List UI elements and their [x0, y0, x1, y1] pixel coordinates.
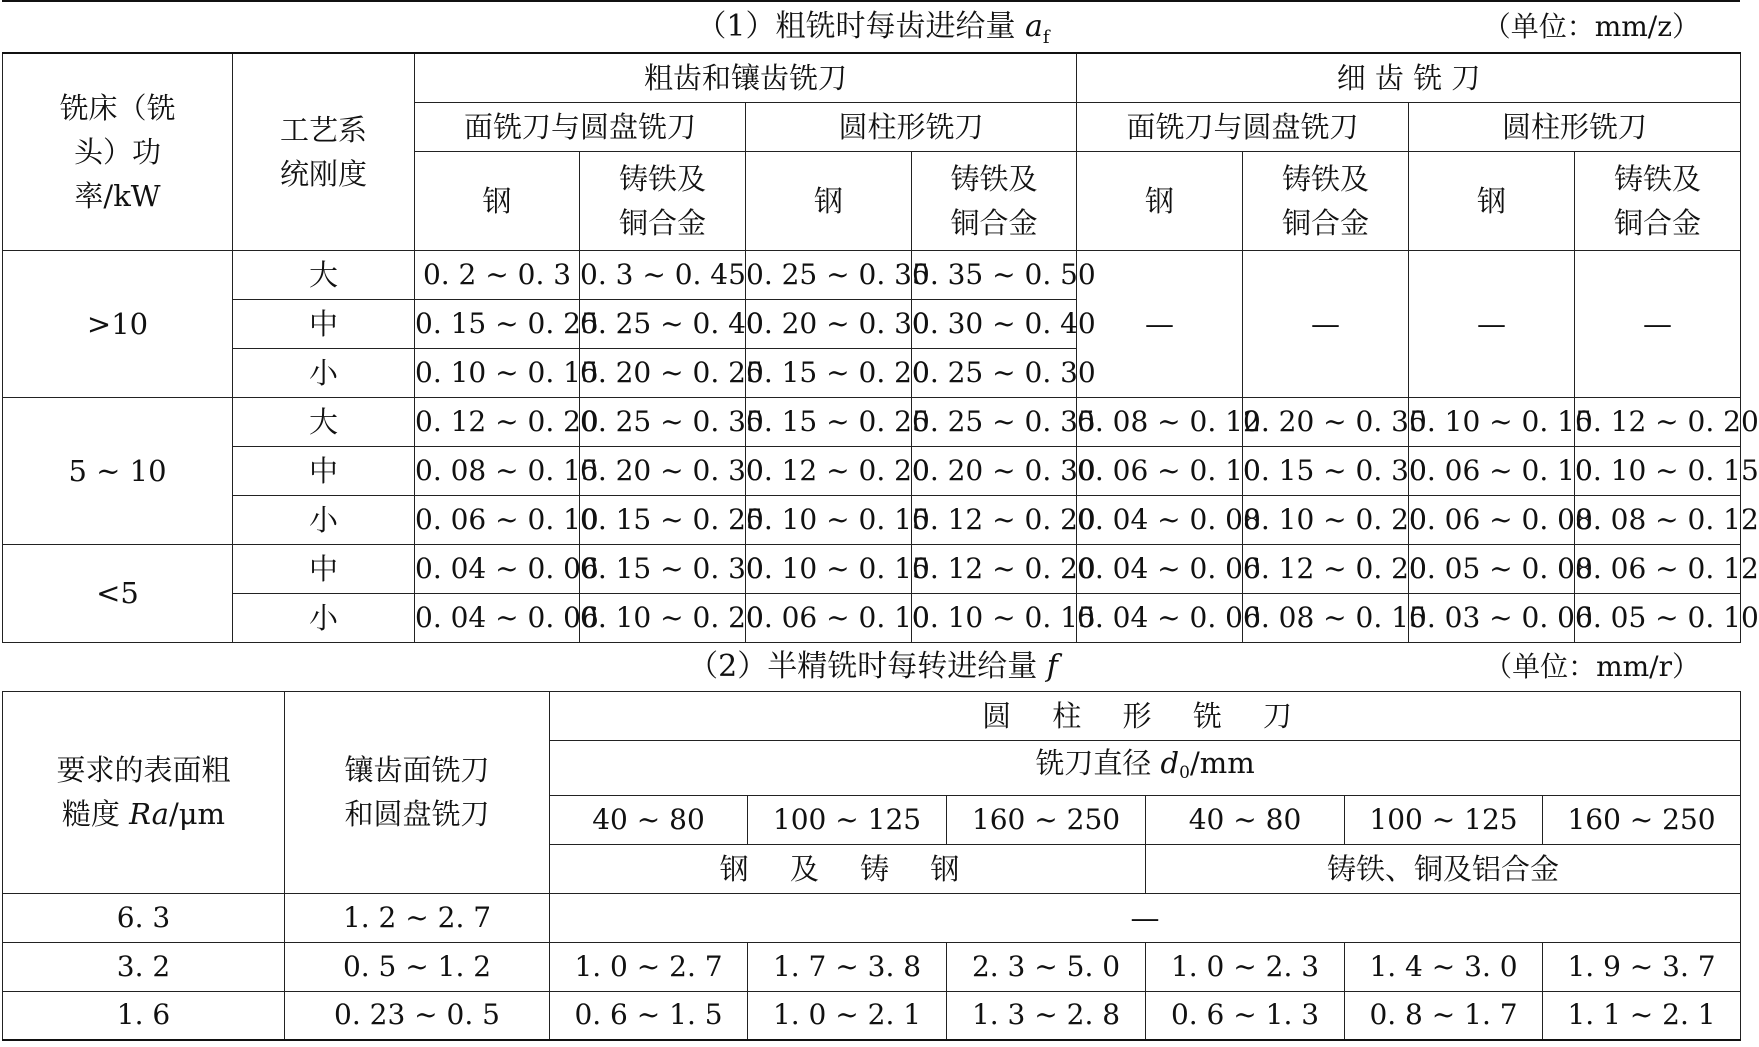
- section2-unit: （单位：mm/r）: [1484, 649, 1700, 683]
- value-cell: 0. 10 ~ 0. 15: [912, 593, 1077, 642]
- value-cell: 0. 15 ~ 0. 30: [1243, 446, 1409, 495]
- rigidity-cell: 小: [233, 495, 415, 544]
- value-cell: 2. 3 ~ 5. 0: [947, 942, 1146, 991]
- header-coarse-face: 面铣刀与圆盘铣刀: [415, 102, 746, 151]
- diameter-cell: 100 ~ 125: [1345, 795, 1543, 844]
- diameter-cell: 100 ~ 125: [748, 795, 947, 844]
- value-cell: 0. 25 ~ 0. 35: [746, 250, 912, 299]
- header-mat-steel: 钢: [746, 151, 912, 250]
- value-cell: 1. 3 ~ 2. 8: [947, 991, 1146, 1040]
- semi-finish-table: [2, 691, 1741, 1042]
- value-cell: 0. 04 ~ 0. 06: [1077, 593, 1243, 642]
- value-cell: 0. 25 ~ 0. 40: [580, 299, 746, 348]
- value-cell: 0. 35 ~ 0. 50: [912, 250, 1077, 299]
- table-row: [3, 446, 1741, 495]
- value-cell: 0. 20 ~ 0. 30: [580, 446, 746, 495]
- section2-caption-symbol: f: [1046, 648, 1058, 684]
- value-cell: 0. 8 ~ 1. 7: [1345, 991, 1543, 1040]
- dash-cell: —: [1409, 250, 1575, 397]
- table-row: [3, 991, 1741, 1040]
- value-cell: 1. 1 ~ 2. 1: [1543, 991, 1741, 1040]
- rigidity-cell: 大: [233, 250, 415, 299]
- header-diameter-symbol: d: [1160, 745, 1180, 780]
- dash-cell: —: [1243, 250, 1409, 397]
- value-cell: 0. 20 ~ 0. 30: [912, 446, 1077, 495]
- power-cell: <5: [3, 544, 233, 642]
- power-cell: >10: [3, 250, 233, 397]
- ra-cell: 1. 6: [3, 991, 285, 1040]
- header-mat-steel: 钢: [1077, 151, 1243, 250]
- value-cell: 0. 10 ~ 0. 15: [1409, 397, 1575, 446]
- value-cell: 0. 12 ~ 0. 20: [746, 446, 912, 495]
- header-coarse-cutter: 粗齿和镶齿铣刀: [415, 53, 1077, 102]
- header-mat-steel: 钢: [1409, 151, 1575, 250]
- value-cell: 0. 06 ~ 0. 08: [1409, 495, 1575, 544]
- value-cell: 0. 06 ~ 0. 10: [415, 495, 580, 544]
- value-cell: 0. 10 ~ 0. 15: [1575, 446, 1741, 495]
- value-cell: 0. 08 ~ 0. 15: [1243, 593, 1409, 642]
- dash-cell: —: [1077, 250, 1243, 397]
- insert-cell: 0. 23 ~ 0. 5: [285, 991, 550, 1040]
- value-cell: 0. 25 ~ 0. 35: [912, 397, 1077, 446]
- value-cell: 0. 05 ~ 0. 08: [1409, 544, 1575, 593]
- header-roughness-unit: /μm: [168, 797, 226, 831]
- value-cell: 0. 10 ~ 0. 15: [746, 544, 912, 593]
- value-cell: 0. 12 ~ 0. 20: [415, 397, 580, 446]
- table-row: [3, 544, 1741, 593]
- header-fine-cyl: 圆柱形铣刀: [1409, 102, 1741, 151]
- value-cell: 0. 12 ~ 0. 20: [1243, 544, 1409, 593]
- table-row: [3, 893, 1741, 942]
- value-cell: 0. 15 ~ 0. 20: [746, 348, 912, 397]
- value-cell: 0. 04 ~ 0. 06: [415, 544, 580, 593]
- header-mat-iron: 铸铁及铜合金: [1575, 151, 1741, 250]
- rigidity-cell: 中: [233, 446, 415, 495]
- table-row: [3, 593, 1741, 642]
- header-diameter-sub: 0: [1179, 762, 1190, 783]
- table-row: [3, 942, 1741, 991]
- power-cell: 5 ~ 10: [3, 397, 233, 544]
- value-cell: 0. 08 ~ 0. 15: [415, 446, 580, 495]
- value-cell: 0. 06 ~ 0. 10: [1409, 446, 1575, 495]
- value-cell: 0. 12 ~ 0. 20: [912, 495, 1077, 544]
- value-cell: 0. 10 ~ 0. 20: [580, 593, 746, 642]
- ra-cell: 3. 2: [3, 942, 285, 991]
- value-cell: 0. 25 ~ 0. 30: [912, 348, 1077, 397]
- rigidity-cell: 中: [233, 544, 415, 593]
- value-cell: 1. 7 ~ 3. 8: [748, 942, 947, 991]
- value-cell: 0. 20 ~ 0. 35: [1243, 397, 1409, 446]
- diameter-cell: 40 ~ 80: [1146, 795, 1345, 844]
- value-cell: 0. 06 ~ 0. 12: [1575, 544, 1741, 593]
- rigidity-cell: 小: [233, 348, 415, 397]
- diameter-cell: 40 ~ 80: [550, 795, 748, 844]
- value-cell: 0. 06 ~ 0. 10: [746, 593, 912, 642]
- value-cell: 0. 06 ~ 0. 10: [1077, 446, 1243, 495]
- section2-caption-prefix: （2）半精铣时每转进给量: [688, 648, 1047, 684]
- rigidity-cell: 中: [233, 299, 415, 348]
- value-cell: 0. 6 ~ 1. 5: [550, 991, 748, 1040]
- dash-cell: —: [1575, 250, 1741, 397]
- value-cell: 1. 0 ~ 2. 7: [550, 942, 748, 991]
- header-cyl-cutter: 圆 柱 形 铣 刀: [550, 691, 1741, 740]
- header-mat-iron: 铸铁及铜合金: [580, 151, 746, 250]
- value-cell: 0. 08 ~ 0. 12: [1077, 397, 1243, 446]
- value-cell: 1. 0 ~ 2. 1: [748, 991, 947, 1040]
- header-rigidity: 工艺系统刚度: [233, 53, 415, 250]
- section1-caption-prefix: （1）粗铣时每齿进给量: [696, 9, 1026, 44]
- header-insert-cutter: 镶齿面铣刀和圆盘铣刀: [285, 691, 550, 893]
- value-cell: 0. 20 ~ 0. 25: [580, 348, 746, 397]
- section1-unit: （单位：mm/z）: [1482, 10, 1700, 43]
- section1-caption-symbol: a: [1025, 9, 1043, 44]
- header-mat-iron: 铸铁及铜合金: [912, 151, 1077, 250]
- value-cell: 0. 15 ~ 0. 25: [415, 299, 580, 348]
- header-roughness: [3, 691, 285, 893]
- value-cell: 0. 2 ~ 0. 3: [415, 250, 580, 299]
- header-diameter: [550, 740, 1741, 795]
- value-cell: 0. 04 ~ 0. 06: [415, 593, 580, 642]
- value-cell: 0. 6 ~ 1. 3: [1146, 991, 1345, 1040]
- header-power: 铣床（铣头）功率/kW: [3, 53, 233, 250]
- rough-milling-table: [2, 52, 1759, 643]
- value-cell: 0. 03 ~ 0. 06: [1409, 593, 1575, 642]
- header-fine-face: 面铣刀与圆盘铣刀: [1077, 102, 1409, 151]
- header-mat-steel: 钢: [415, 151, 580, 250]
- table-row: [3, 397, 1741, 446]
- table-row: [3, 495, 1741, 544]
- table-row: [3, 250, 1741, 299]
- value-cell: 0. 10 ~ 0. 15: [415, 348, 580, 397]
- value-cell: 1. 9 ~ 3. 7: [1543, 942, 1741, 991]
- diameter-cell: 160 ~ 250: [1543, 795, 1741, 844]
- insert-cell: 0. 5 ~ 1. 2: [285, 942, 550, 991]
- ra-cell: 6. 3: [3, 893, 285, 942]
- value-cell: 0. 25 ~ 0. 35: [580, 397, 746, 446]
- header-roughness-text: 要求的表面粗糙度: [56, 753, 231, 831]
- value-cell: 0. 04 ~ 0. 08: [1077, 495, 1243, 544]
- value-cell: 0. 15 ~ 0. 25: [580, 495, 746, 544]
- value-cell: 0. 10 ~ 0. 20: [1243, 495, 1409, 544]
- diameter-cell: 160 ~ 250: [947, 795, 1146, 844]
- value-cell: 0. 04 ~ 0. 06: [1077, 544, 1243, 593]
- header-coarse-cyl: 圆柱形铣刀: [746, 102, 1077, 151]
- value-cell: 1. 4 ~ 3. 0: [1345, 942, 1543, 991]
- rigidity-cell: 小: [233, 593, 415, 642]
- section1-caption: [0, 2, 1746, 52]
- header-diameter-text: 铣刀直径: [1035, 745, 1161, 780]
- value-cell: 0. 15 ~ 0. 30: [580, 544, 746, 593]
- value-cell: 1. 0 ~ 2. 3: [1146, 942, 1345, 991]
- value-cell: 0. 12 ~ 0. 20: [912, 544, 1077, 593]
- insert-cell: 1. 2 ~ 2. 7: [285, 893, 550, 942]
- value-cell: 0. 08 ~ 0. 12: [1575, 495, 1741, 544]
- value-cell: 0. 12 ~ 0. 20: [1575, 397, 1741, 446]
- value-cell: 0. 15 ~ 0. 25: [746, 397, 912, 446]
- section2-caption: [0, 643, 1746, 691]
- header-diameter-unit: /mm: [1189, 745, 1255, 780]
- value-cell: 0. 30 ~ 0. 40: [912, 299, 1077, 348]
- value-cell: 0. 10 ~ 0. 15: [746, 495, 912, 544]
- value-cell: 0. 3 ~ 0. 45: [580, 250, 746, 299]
- rigidity-cell: 大: [233, 397, 415, 446]
- header-mat-iron: 铸铁及铜合金: [1243, 151, 1409, 250]
- value-cell: 0. 05 ~ 0. 10: [1575, 593, 1741, 642]
- header-fine-cutter: 细 齿 铣 刀: [1077, 53, 1741, 102]
- section1-caption-sub: f: [1042, 27, 1050, 48]
- header-roughness-symbol: Ra: [129, 797, 169, 831]
- header-steel: 钢 及 铸 钢: [550, 844, 1146, 893]
- dash-cell: —: [550, 893, 1741, 942]
- header-iron: 铸铁、铜及铝合金: [1146, 844, 1741, 893]
- value-cell: 0. 20 ~ 0. 30: [746, 299, 912, 348]
